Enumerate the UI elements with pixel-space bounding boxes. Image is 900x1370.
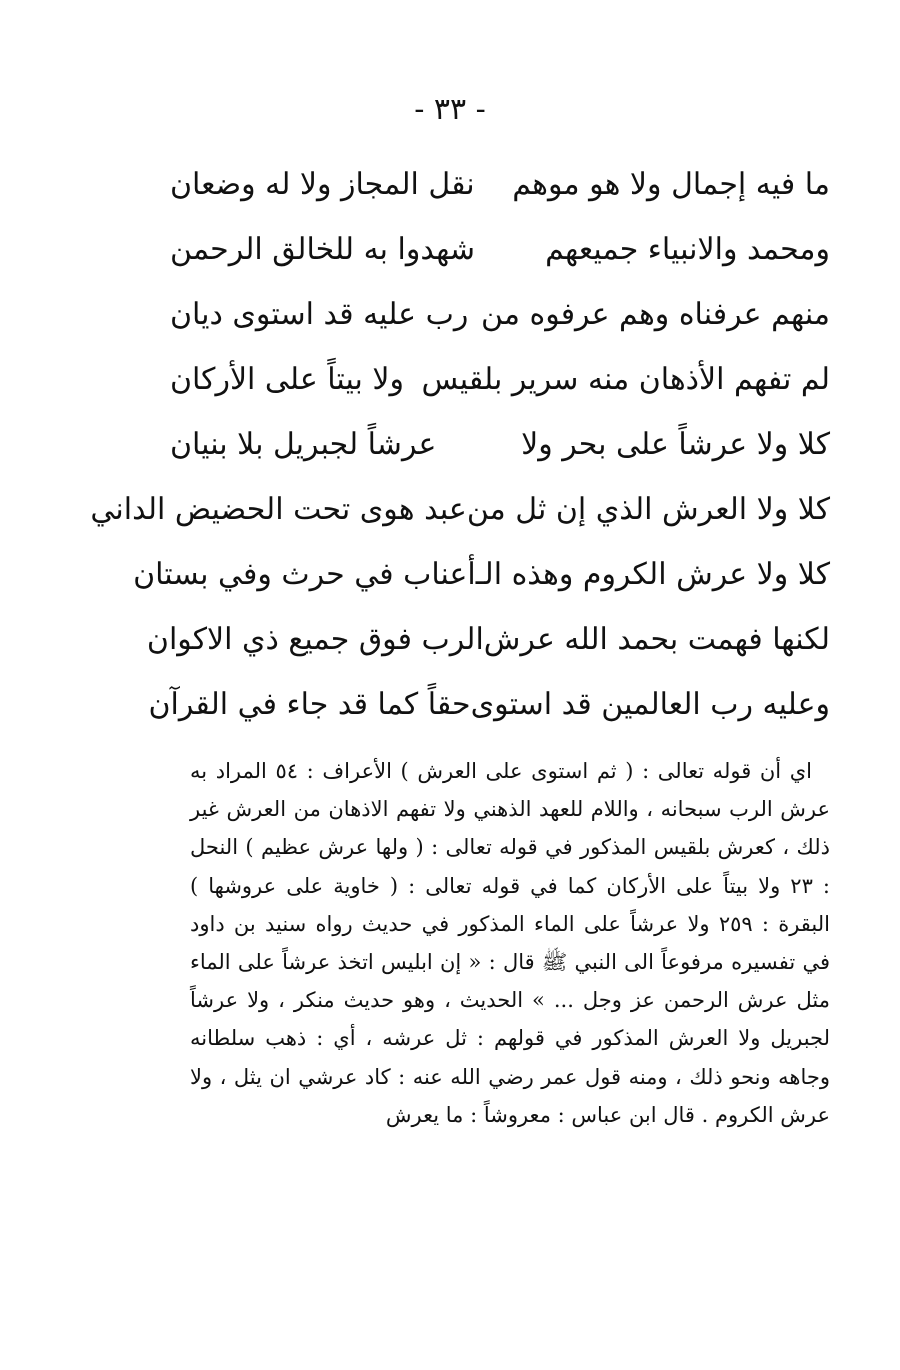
verse-second-hemistich: شهدوا به للخالق الرحمن: [170, 232, 476, 267]
verse-second-hemistich: أعناب في حرث وفي بستان: [133, 557, 476, 592]
verse: [146, 607, 830, 672]
verse-second-hemistich: الرب فوق جميع ذي الاكوان: [146, 622, 484, 657]
page-number: - ٣٣ -: [414, 92, 486, 127]
verse-first-hemistich: لم تفهم الأذهان منه سرير بلقيس: [421, 362, 830, 397]
verse: [170, 412, 830, 477]
verse-first-hemistich: ما فيه إجمال ولا هو موهم: [512, 167, 830, 202]
verse-first-hemistich: كلا ولا عرشاً على بحر ولا: [521, 427, 830, 462]
commentary-text: اي أن قوله تعالى : ( ثم استوى على العرش ) الأعراف : ٥٤ المراد به عرش الرب سبحانه ، واللام للعهد الذهني ولا تفهم الاذهان من العرش غير ذلك ، كعرش بلقيس المذكور في قوله تعالى : ( ولها عرش عظيم ) النحل : ٢٣ ولا بيتاً على الأركان كما في قوله تعالى : ( خاوية على عروشها ) البقرة : ٢٥٩ ولا عرشاً على الماء المذكور في حديث رواه سنيد بن داود في تفسيره مرفوعاً الى النبي ﷺ قال : « إن ابليس اتخذ عرشاً على الماء مثل عرش الرحمن عز وجل ... » الحديث ، وهو حديث منكر ، ولا عرشاً لجبريل ولا العرش المذكور في قولهم : ثل عرشه ، أي : ذهب سلطانه وجاهه ونحو ذلك ، ومنه قول عمر رضي الله عنه : كاد عرشي ان يثل ، ولا عرش الكروم . قال ابن عباس : معروشاً : ما يعرش: [190, 759, 830, 1127]
poem: [90, 152, 830, 737]
verse-second-hemistich: حقاً كما قد جاء في القرآن: [148, 687, 471, 722]
verse: [148, 672, 830, 737]
verse: [90, 477, 830, 542]
commentary: [190, 752, 830, 1134]
verse-first-hemistich: لكنها فهمت بحمد الله عرش: [483, 622, 830, 657]
verse-first-hemistich: منهم عرفناه وهم عرفوه من: [481, 297, 830, 332]
verse-first-hemistich: كلا ولا العرش الذي إن ثل من: [466, 492, 830, 527]
verse-second-hemistich: رب عليه قد استوى ديان: [170, 297, 469, 332]
verse-second-hemistich: نقل المجاز ولا له وضعان: [170, 167, 475, 202]
verse: [170, 347, 830, 412]
verse-second-hemistich: ولا بيتاً على الأركان: [170, 362, 405, 397]
verse: [170, 282, 830, 347]
verse: [133, 542, 830, 607]
verse-first-hemistich: ومحمد والانبياء جميعهم: [545, 232, 830, 267]
verse-second-hemistich: عرشاً لجبريل بلا بنيان: [170, 427, 437, 462]
verse-first-hemistich: كلا ولا عرش الكروم وهذه الـ: [475, 557, 830, 592]
verse: [170, 217, 830, 282]
verse-second-hemistich: عبد هوى تحت الحضيض الداني: [90, 492, 467, 527]
verse-first-hemistich: وعليه رب العالمين قد استوى: [470, 687, 830, 722]
verse: [170, 152, 830, 217]
commentary-paragraph: [190, 752, 830, 1134]
